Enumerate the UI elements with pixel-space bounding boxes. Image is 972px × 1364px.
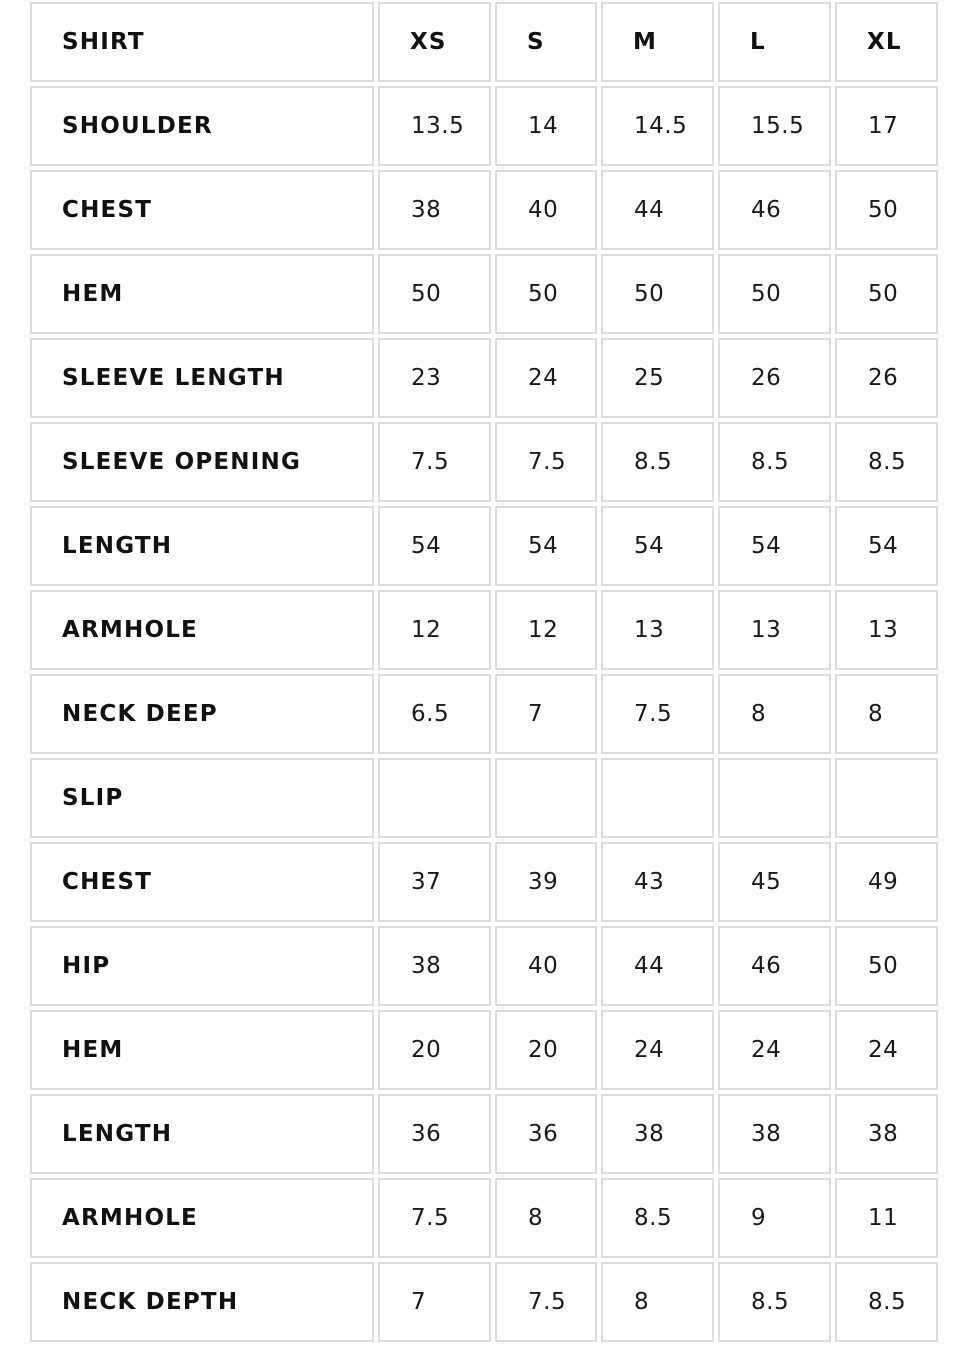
measurement-value: 13 xyxy=(835,590,938,670)
measurement-value: 54 xyxy=(718,506,831,586)
size-column-header: L xyxy=(718,2,831,82)
measurement-value: 14.5 xyxy=(601,86,714,166)
measurement-value: 13 xyxy=(601,590,714,670)
measurement-label: CHEST xyxy=(30,842,374,922)
table-row xyxy=(30,422,938,502)
measurement-label: CHEST xyxy=(30,170,374,250)
measurement-value: 12 xyxy=(378,590,491,670)
size-column-header: S xyxy=(495,2,597,82)
size-chart-table xyxy=(26,0,942,1346)
measurement-value: 44 xyxy=(601,926,714,1006)
measurement-value: 40 xyxy=(495,926,597,1006)
table-row xyxy=(30,674,938,754)
table-row xyxy=(30,1010,938,1090)
measurement-value: 8 xyxy=(601,1262,714,1342)
measurement-value: 9 xyxy=(718,1178,831,1258)
measurement-value: 50 xyxy=(718,254,831,334)
measurement-value: 46 xyxy=(718,926,831,1006)
measurement-value: 54 xyxy=(378,506,491,586)
measurement-value: 50 xyxy=(495,254,597,334)
table-row xyxy=(30,842,938,922)
measurement-value: 38 xyxy=(835,1094,938,1174)
measurement-value: 26 xyxy=(718,338,831,418)
measurement-value: 7.5 xyxy=(378,422,491,502)
measurement-value: 17 xyxy=(835,86,938,166)
measurement-label: SHOULDER xyxy=(30,86,374,166)
measurement-label: ARMHOLE xyxy=(30,1178,374,1258)
measurement-value: 20 xyxy=(495,1010,597,1090)
measurement-value: 7 xyxy=(495,674,597,754)
measurement-label: SLIP xyxy=(30,758,374,838)
measurement-value: 50 xyxy=(835,170,938,250)
measurement-value: 39 xyxy=(495,842,597,922)
header-row xyxy=(30,2,938,82)
measurement-value: 50 xyxy=(835,254,938,334)
measurement-value: 15.5 xyxy=(718,86,831,166)
measurement-label: LENGTH xyxy=(30,506,374,586)
measurement-value: 8 xyxy=(718,674,831,754)
measurement-value xyxy=(835,758,938,838)
measurement-label: HEM xyxy=(30,1010,374,1090)
measurement-value: 14 xyxy=(495,86,597,166)
measurement-label: NECK DEPTH xyxy=(30,1262,374,1342)
measurement-value xyxy=(601,758,714,838)
section-header-shirt: SHIRT xyxy=(30,2,374,82)
measurement-value: 13.5 xyxy=(378,86,491,166)
table-row xyxy=(30,254,938,334)
measurement-value: 50 xyxy=(378,254,491,334)
table-row xyxy=(30,338,938,418)
measurement-label: SLEEVE OPENING xyxy=(30,422,374,502)
measurement-value: 8.5 xyxy=(718,1262,831,1342)
measurement-value: 6.5 xyxy=(378,674,491,754)
measurement-value: 8.5 xyxy=(601,422,714,502)
measurement-value: 12 xyxy=(495,590,597,670)
measurement-value: 11 xyxy=(835,1178,938,1258)
measurement-value: 38 xyxy=(378,926,491,1006)
measurement-value: 54 xyxy=(835,506,938,586)
table-row xyxy=(30,86,938,166)
measurement-value: 7.5 xyxy=(495,1262,597,1342)
measurement-value: 44 xyxy=(601,170,714,250)
measurement-value: 20 xyxy=(378,1010,491,1090)
size-column-header: XL xyxy=(835,2,938,82)
measurement-value: 40 xyxy=(495,170,597,250)
table-row xyxy=(30,1262,938,1342)
table-row xyxy=(30,590,938,670)
measurement-value: 38 xyxy=(601,1094,714,1174)
measurement-value: 50 xyxy=(835,926,938,1006)
measurement-value xyxy=(718,758,831,838)
size-column-header: XS xyxy=(378,2,491,82)
measurement-value: 13 xyxy=(718,590,831,670)
measurement-value: 24 xyxy=(835,1010,938,1090)
measurement-value: 8 xyxy=(495,1178,597,1258)
measurement-value: 49 xyxy=(835,842,938,922)
measurement-value xyxy=(378,758,491,838)
table-row xyxy=(30,926,938,1006)
measurement-label: LENGTH xyxy=(30,1094,374,1174)
measurement-value: 7.5 xyxy=(378,1178,491,1258)
measurement-value: 37 xyxy=(378,842,491,922)
measurement-value: 8.5 xyxy=(835,422,938,502)
measurement-value xyxy=(495,758,597,838)
measurement-value: 8.5 xyxy=(835,1262,938,1342)
measurement-value: 7 xyxy=(378,1262,491,1342)
measurement-label: SLEEVE LENGTH xyxy=(30,338,374,418)
measurement-label: HEM xyxy=(30,254,374,334)
table-row xyxy=(30,1178,938,1258)
measurement-label: ARMHOLE xyxy=(30,590,374,670)
measurement-value: 36 xyxy=(378,1094,491,1174)
measurement-value: 45 xyxy=(718,842,831,922)
measurement-value: 24 xyxy=(718,1010,831,1090)
measurement-value: 54 xyxy=(495,506,597,586)
measurement-value: 23 xyxy=(378,338,491,418)
measurement-value: 54 xyxy=(601,506,714,586)
measurement-value: 36 xyxy=(495,1094,597,1174)
measurement-value: 38 xyxy=(718,1094,831,1174)
measurement-value: 25 xyxy=(601,338,714,418)
table-row xyxy=(30,1094,938,1174)
table-row xyxy=(30,170,938,250)
measurement-value: 50 xyxy=(601,254,714,334)
measurement-label: NECK DEEP xyxy=(30,674,374,754)
measurement-value: 43 xyxy=(601,842,714,922)
measurement-value: 46 xyxy=(718,170,831,250)
measurement-value: 8.5 xyxy=(601,1178,714,1258)
table-row xyxy=(30,506,938,586)
measurement-value: 38 xyxy=(378,170,491,250)
table-row xyxy=(30,758,938,838)
measurement-value: 26 xyxy=(835,338,938,418)
measurement-value: 7.5 xyxy=(495,422,597,502)
measurement-value: 24 xyxy=(495,338,597,418)
measurement-value: 24 xyxy=(601,1010,714,1090)
measurement-value: 8.5 xyxy=(718,422,831,502)
measurement-value: 7.5 xyxy=(601,674,714,754)
measurement-value: 8 xyxy=(835,674,938,754)
size-chart-body xyxy=(30,2,938,1342)
size-column-header: M xyxy=(601,2,714,82)
measurement-label: HIP xyxy=(30,926,374,1006)
